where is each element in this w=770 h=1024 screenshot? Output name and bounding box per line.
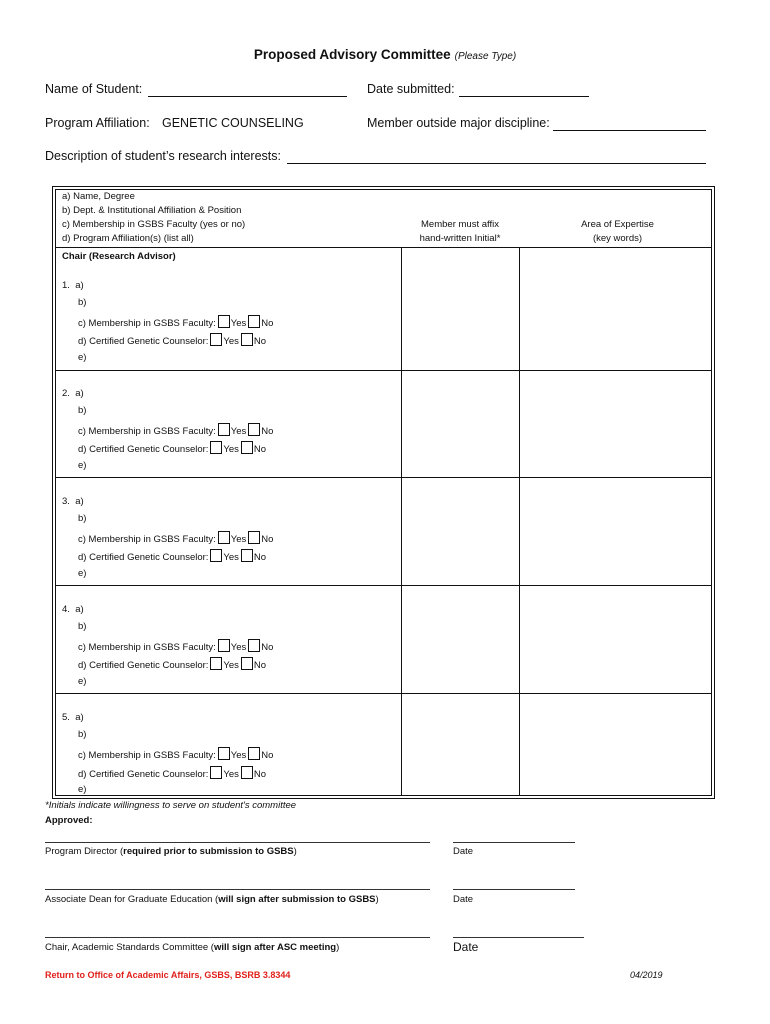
date-label: Date [453,940,479,954]
column-divider-2 [519,247,520,795]
certified-no-checkbox[interactable] [241,657,253,670]
row-2-a [62,388,84,399]
row-1-c [78,315,273,329]
signature-prefix: Program Director ( [45,846,124,857]
row-2-c [78,423,273,437]
signature-prefix: Chair, Academic Standards Committee ( [45,942,214,953]
header-line: (key words) [592,233,643,244]
row-4-e: e) [78,676,87,687]
certified-label: d) Certified Genetic Counselor: [78,660,209,671]
signature-line[interactable] [45,842,430,843]
certified-no-checkbox[interactable] [241,441,253,454]
membership-yes-checkbox[interactable] [218,639,230,652]
header-line: Area of Expertise [581,219,654,230]
signature-line[interactable] [45,889,430,890]
yes-label: Yes [223,769,239,780]
signature-suffix: ) [336,942,340,953]
student-name-label: Name of Student: [45,82,143,96]
membership-label: c) Membership in GSBS Faculty: [78,318,216,329]
row-4-d [78,657,266,671]
no-label: No [253,552,267,563]
no-label: No [253,444,267,455]
membership-label: c) Membership in GSBS Faculty: [78,750,216,761]
program-affiliation-label: Program Affiliation: [45,116,150,130]
form-title [0,47,770,62]
yes-label: Yes [230,534,247,545]
certified-yes-checkbox[interactable] [210,333,222,346]
no-label: No [253,336,267,347]
no-label: No [253,769,267,780]
certified-yes-checkbox[interactable] [210,549,222,562]
row-2-d [78,441,266,455]
row-1-d [78,333,266,347]
no-label: No [261,426,274,437]
row-number: 3. [62,496,70,507]
row-2-b: b) [78,405,87,416]
row-4-a [62,604,84,615]
date-line[interactable] [453,842,575,843]
row-1-e: e) [78,352,87,363]
membership-no-checkbox[interactable] [248,747,260,760]
membership-label: c) Membership in GSBS Faculty: [78,642,216,653]
certified-label: d) Certified Genetic Counselor: [78,552,209,563]
no-label: No [261,534,274,545]
column-divider-1 [401,247,402,795]
certified-yes-checkbox[interactable] [210,657,222,670]
asc-chair-label [45,942,339,953]
yes-label: Yes [230,318,247,329]
date-label: Date [453,846,474,857]
approved-label: Approved: [45,815,93,826]
row-divider [56,585,711,586]
row-divider [56,477,711,478]
row-3-b: b) [78,513,87,524]
row-5-d [78,766,266,780]
row-2-e: e) [78,460,87,471]
certified-no-checkbox[interactable] [241,549,253,562]
row-3-d [78,549,266,563]
row-4-b: b) [78,621,87,632]
signature-suffix: ) [293,846,297,857]
row-a-label: a) [75,604,84,615]
header-line: d) Program Affiliation(s) (list all) [62,233,194,244]
row-number: 4. [62,604,70,615]
row-a-label: a) [75,496,84,507]
membership-yes-checkbox[interactable] [218,531,230,544]
certified-yes-checkbox[interactable] [210,766,222,779]
header-line: Member must affix [421,219,499,230]
header-line: hand-written Initial* [419,233,501,244]
research-interests-label: Description of student’s research interests: [45,149,281,163]
row-3-c [78,531,273,545]
date-submitted-label: Date submitted: [367,82,455,96]
signature-line[interactable] [45,937,430,938]
certified-label: d) Certified Genetic Counselor: [78,336,209,347]
row-a-label: a) [75,712,84,723]
chair-label: Chair (Research Advisor) [62,251,176,262]
yes-label: Yes [223,336,239,347]
outside-member-label: Member outside major discipline: [367,116,550,130]
title-subtitle: (Please Type) [454,51,517,62]
membership-label: c) Membership in GSBS Faculty: [78,534,216,545]
outside-member-field[interactable] [553,130,706,131]
row-a-label: a) [75,388,84,399]
yes-label: Yes [230,750,247,761]
row-5-a [62,712,84,723]
title-text: Proposed Advisory Committee [253,47,451,62]
no-label: No [253,660,267,671]
column-header-expertise [520,218,715,246]
row-divider [56,370,711,371]
membership-yes-checkbox[interactable] [218,315,230,328]
signature-note: will sign after ASC meeting [213,942,337,953]
student-name-field[interactable] [148,96,347,97]
header-divider [56,247,711,248]
membership-no-checkbox[interactable] [248,315,260,328]
row-3-a [62,496,84,507]
no-label: No [261,750,274,761]
header-line: b) Dept. & Institutional Affiliation & Position [62,205,242,216]
row-a-label: a) [75,280,84,291]
signature-note: required prior to submission to GSBS [123,846,294,857]
date-line[interactable] [453,889,575,890]
membership-no-checkbox[interactable] [248,639,260,652]
date-submitted-field[interactable] [459,96,589,97]
committee-table [52,186,715,799]
membership-yes-checkbox[interactable] [218,423,230,436]
column-header-initials [402,218,518,246]
yes-label: Yes [230,426,247,437]
signature-prefix: Associate Dean for Graduate Education ( [45,894,219,905]
date-label: Date [453,894,474,905]
membership-yes-checkbox[interactable] [218,747,230,760]
no-label: No [261,642,274,653]
table-inner-border [55,189,712,796]
column-header-member-info [62,190,245,246]
row-number: 2. [62,388,70,399]
row-1-a [62,280,84,291]
row-3-e: e) [78,568,87,579]
certified-label: d) Certified Genetic Counselor: [78,769,209,780]
certified-no-checkbox[interactable] [241,333,253,346]
signature-note: will sign after submission to GSBS [218,894,376,905]
row-number: 1. [62,280,70,291]
signature-suffix: ) [375,894,379,905]
row-number: 5. [62,712,70,723]
return-instructions: Return to Office of Academic Affairs, GSBS, BSRB 3.8344 [45,970,291,980]
row-5-e: e) [78,784,87,795]
initials-note: *Initials indicate willingness to serve on student's committee [45,800,297,811]
research-interests-field[interactable] [287,163,706,164]
date-line[interactable] [453,937,584,938]
yes-label: Yes [223,552,239,563]
membership-label: c) Membership in GSBS Faculty: [78,426,216,437]
row-divider [56,693,711,694]
row-4-c [78,639,273,653]
row-5-c [78,747,273,761]
program-director-label [45,846,297,857]
membership-no-checkbox[interactable] [248,531,260,544]
certified-yes-checkbox[interactable] [210,441,222,454]
row-1-b: b) [78,297,87,308]
no-label: No [261,318,274,329]
form-version: 04/2019 [630,970,663,980]
yes-label: Yes [223,444,239,455]
program-affiliation-value: GENETIC COUNSELING [162,116,304,130]
row-5-b: b) [78,729,87,740]
header-line: a) Name, Degree [62,191,135,202]
header-line: c) Membership in GSBS Faculty (yes or no) [62,219,246,230]
certified-no-checkbox[interactable] [241,766,253,779]
membership-no-checkbox[interactable] [248,423,260,436]
yes-label: Yes [223,660,239,671]
certified-label: d) Certified Genetic Counselor: [78,444,209,455]
associate-dean-label [45,894,379,905]
yes-label: Yes [230,642,247,653]
